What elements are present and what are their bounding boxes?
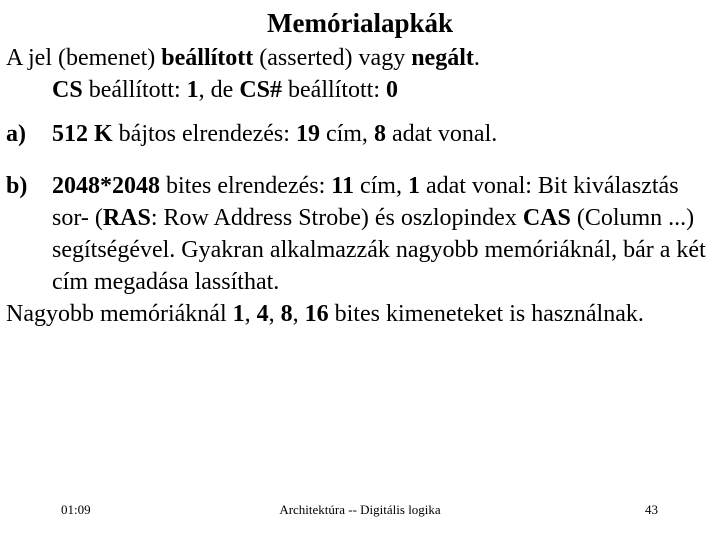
closing-bold-term: 16 — [304, 301, 329, 327]
intro-bold-term: 0 — [386, 77, 398, 103]
item-text: (Column ...) segítségével. Gyakran alkalmazzák nagyobb memóriáknál, bár a két cím megadása lassíthat. — [52, 205, 706, 295]
footer-page-number: 43 — [645, 502, 658, 517]
item-bold-term: 1 — [407, 173, 420, 199]
closing-bold-term: 8 — [280, 301, 293, 327]
slide-footer — [0, 500, 720, 520]
item-bold-term: 11 — [331, 173, 354, 199]
slide-content — [6, 42, 706, 330]
item-text: : Row Address Strobe) és oszlopindex — [150, 205, 523, 231]
footer-course-title: Architektúra -- Digitális logika — [279, 502, 441, 517]
footer-time: 01:09 — [61, 502, 91, 517]
closing-text: , — [292, 301, 305, 327]
intro-text: . — [473, 45, 480, 71]
item-bold-term: RAS — [102, 205, 151, 231]
closing-text: bites kimeneteket is használnak. — [328, 301, 644, 327]
closing-paragraph — [6, 298, 706, 330]
intro-bold-term: beállított — [161, 45, 254, 71]
list-marker: b) — [6, 173, 28, 199]
item-text: cím, — [319, 121, 374, 147]
item-bold-term: 512 K — [52, 121, 113, 147]
intro-text: (asserted) vagy — [253, 45, 412, 71]
list-item-b — [6, 170, 706, 298]
closing-text: , — [244, 301, 257, 327]
slide-title: Memórialapkák — [267, 8, 453, 38]
item-text: cím, — [353, 173, 408, 199]
item-text: bites elrendezés: — [160, 173, 332, 199]
item-text: adat vonal. — [385, 121, 498, 147]
item-text: bájtos elrendezés: — [112, 121, 296, 147]
closing-bold-term: 4 — [256, 301, 269, 327]
intro-bold-term: negált — [411, 45, 474, 71]
intro-text: A jel (bemenet) — [6, 45, 162, 71]
item-bold-term: 2048*2048 — [52, 173, 160, 199]
intro-bold-term: 1 — [186, 77, 199, 103]
closing-text: , — [268, 301, 281, 327]
intro-text: beállított: — [82, 77, 187, 103]
intro-bold-term: CS — [52, 77, 83, 103]
intro-line-2 — [6, 74, 706, 106]
closing-text: Nagyobb memóriáknál — [6, 301, 233, 327]
item-bold-term: 8 — [373, 121, 386, 147]
intro-text: , de — [198, 77, 240, 103]
list-item-a — [6, 118, 706, 150]
intro-bold-term: CS# — [239, 77, 283, 103]
closing-bold-term: 1 — [232, 301, 245, 327]
list-marker: a) — [6, 121, 26, 147]
intro-line-1 — [6, 42, 706, 74]
item-text: adat vonal: Bit kiválasztás sor- ( — [52, 173, 679, 231]
item-bold-term: 19 — [295, 121, 320, 147]
intro-text: beállított: — [282, 77, 386, 103]
item-bold-term: CAS — [522, 205, 571, 231]
